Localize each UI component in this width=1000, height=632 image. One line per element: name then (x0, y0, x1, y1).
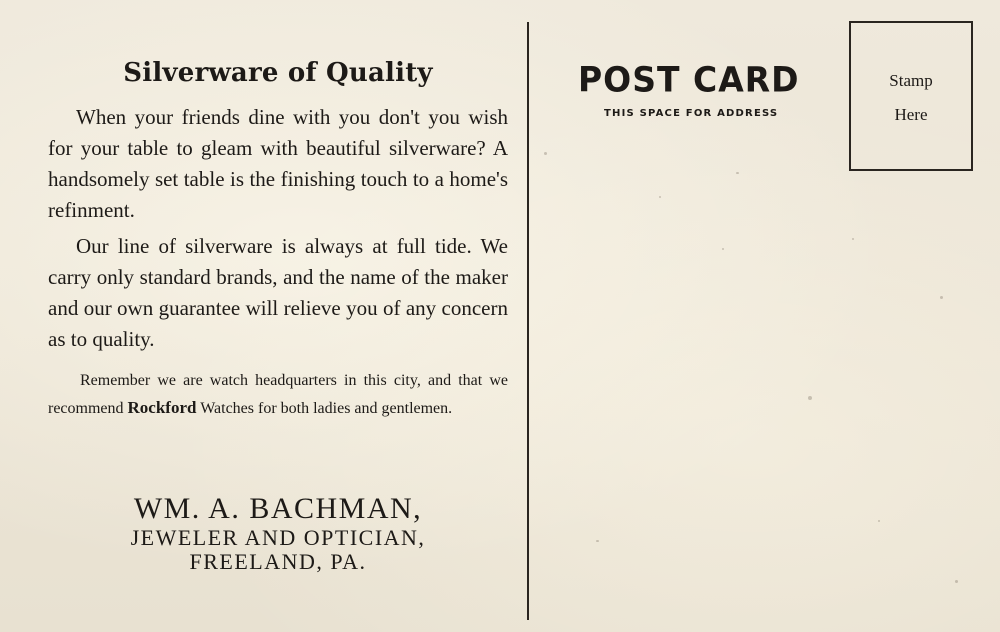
merchant-location: FREELAND, PA. (189, 549, 367, 574)
ad-paragraph-3 (48, 367, 508, 422)
paper-speck (808, 396, 812, 400)
paper-speck (659, 196, 661, 198)
brand-name: Rockford (127, 398, 197, 417)
paper-speck (544, 152, 547, 155)
center-divider (527, 22, 529, 620)
paper-speck (940, 296, 943, 299)
ad-paragraph-2: Our line of silverware is always at full tide. We carry only standard brands, and the name of the maker and our own guarantee will relieve you of any concern as to quality. (48, 234, 508, 351)
ad-paragraph-1: When your friends dine with you don't you wish for your table to gleam with beautiful silverware? A handsomely set table is the finishing touch to a home's refinment. (48, 105, 508, 222)
stamp-box (849, 21, 973, 171)
advertisement-text (48, 58, 508, 422)
merchant-signature (48, 492, 508, 574)
paper-speck (596, 540, 599, 542)
paper-speck (955, 580, 958, 583)
merchant-name: WM. A. BACHMAN, (133, 492, 423, 525)
paper-speck (736, 172, 739, 174)
ad-paragraph-3-text-start: Remember we are watch headquarters in this city, and that we recommend (48, 372, 508, 417)
paper-speck (878, 520, 880, 522)
address-space-note: THIS SPACE FOR ADDRESS (604, 108, 779, 119)
paper-speck (722, 248, 724, 250)
ad-paragraph-3-text-end: Watches for both ladies and gentlemen. (196, 400, 453, 417)
stamp-label-line1: Stamp (889, 71, 933, 90)
ad-title: Silverware of Quality (123, 58, 433, 88)
stamp-label-line2: Here (894, 105, 928, 124)
post-card-heading: POST CARD (578, 59, 800, 100)
merchant-occupation: JEWELER AND OPTICIAN, (130, 525, 426, 550)
paper-speck (852, 238, 854, 240)
